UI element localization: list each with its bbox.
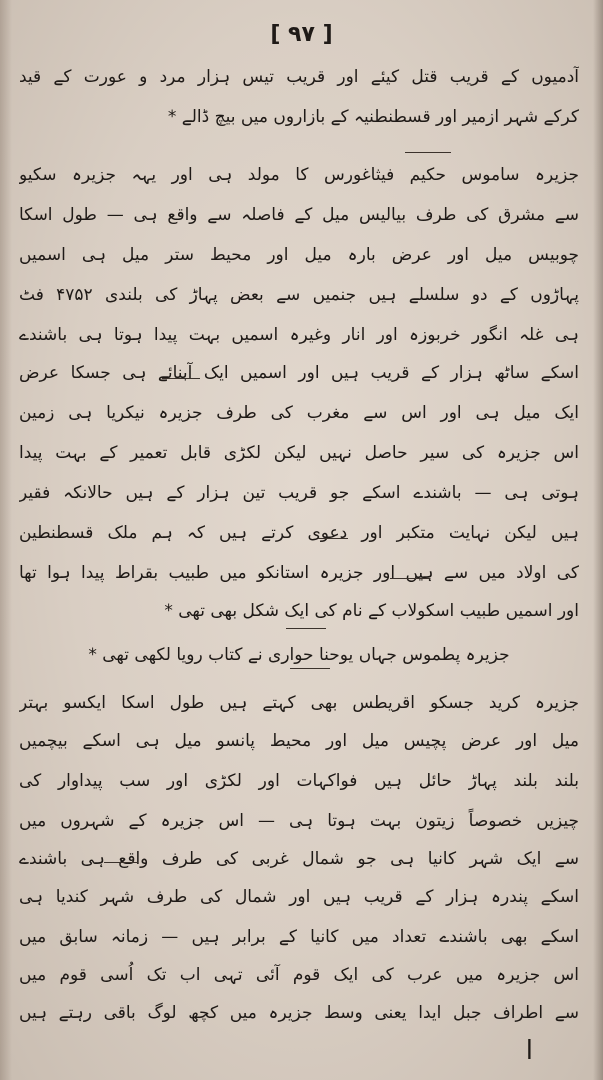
text-line-14: اور اسمیں طبیب اسکولاب کے نام کی ایک شکل بھی تھی *	[164, 601, 579, 621]
inline-rule	[390, 578, 430, 579]
text-line-7: ہی غلہ انگور خربوزہ اور انار وغیرہ اسمیں بہت پیدا ہوتا ہی باشندے	[19, 325, 579, 345]
text-line-11: ہوتی ہی — باشندے اسکے جو قریب تین ہزار کے ہیں حالانکہ فقیر	[19, 483, 579, 503]
text-line-10: اس جزیرہ کی سیر حاصل نہیں لیکن لکڑی قابل تعمیر کے بہت پیدا	[19, 443, 579, 463]
text-line-19: چیزیں خصوصاً زیتون بہت ہوتا ہی — اس جزیرہ کے شہروں میں	[19, 811, 579, 831]
section-divider	[290, 668, 330, 669]
page-left-edge	[0, 0, 12, 1080]
text-line-4: سے مشرق کی طرف بیالیس میل کے فاصلہ سے واقع ہی — طول اسکا	[19, 205, 579, 225]
inline-rule	[162, 378, 200, 379]
text-line-6: پہاڑوں کے دو سلسلے ہیں جنمیں سے بعض پہاڑ کی بلندی ۴۷۵۲ فٹ	[19, 285, 579, 305]
text-line-20: سے ایک شہر کانیا ہی جو شمال غربی کی طرف واقع ہی باشندے	[19, 849, 579, 869]
inline-rule	[318, 538, 348, 539]
section-divider	[405, 152, 451, 153]
text-line-16: جزیرہ کرید جسکو اقریطس بھی کہتے ہیں طول اسکا ایکسو بہتر	[19, 693, 579, 713]
text-line-3: جزیرہ ساموس حکیم فیثاغورس کا مولد ہی اور یہہ جزیرہ سکیو	[19, 165, 579, 185]
text-line-24: سے اطراف جبل ایدا یعنی وسط جزیرہ میں کچھ لوگ باقی رہتے ہیں	[19, 1003, 579, 1023]
section-divider	[286, 628, 326, 629]
text-line-2: کرکے شہر ازمیر اور قسطنطنیہ کے بازاروں میں بیچ ڈالے *	[167, 107, 579, 127]
text-line-5: چوبیس میل اور عرض بارہ میل اور محیط ستر میل ہی اسمیں	[19, 245, 579, 265]
page-number: [ ۹۷ ]	[270, 22, 333, 47]
text-line-21: اسکے پندرہ ہزار کے قریب ہیں اور شمال کی طرف شہر کندیا ہی	[19, 887, 579, 907]
text-line-23: اس جزیرہ میں عرب کی ایک قوم آئی تہی اب تک اُسی قوم میں	[19, 965, 579, 985]
page-right-edge	[593, 0, 603, 1080]
inline-rule	[104, 862, 138, 863]
text-line-8: اسکے ساٹھ ہزار کے قریب ہیں اور اسمیں ایک آبنائے ہی جسکا عرض	[19, 363, 579, 383]
page-corner-mark: ا	[525, 1036, 533, 1066]
text-line-12: ہیں لیکن نہایت متکبر اور دعوی کرتے ہیں کہ ہم ملک قسطنطین	[19, 523, 579, 543]
text-line-17: میل اور عرض پچیس میل اور محیط پانسو میل ہی اسکے بیچمیں	[19, 731, 579, 751]
text-line-18: بلند بلند پہاڑ حائل ہیں فواکہات اور لکڑی اور سب پیداوار کی	[19, 771, 579, 791]
text-line-9: ایک میل ہی اور اس سے مغرب کی طرف جزیرہ نیکریا ہی زمین	[19, 403, 579, 423]
text-line-22: اسکے بھی باشندے تعداد میں کانیا کے برابر ہیں — زمانہ سابق میں	[19, 927, 579, 947]
text-line-13: کی اولاد میں سے ہیں اور جزیرہ استانکو میں طبیب بقراط پیدا ہوا تھا	[19, 563, 579, 583]
text-line-1: آدمیوں کے قریب قتل کیئے اور قریب تیس ہزار مرد و عورت کے قید	[19, 67, 579, 87]
text-line-15: جزیرہ پطموس جہاں یوحنا حواری نے کتاب رویا لکھی تھی *	[88, 645, 510, 665]
